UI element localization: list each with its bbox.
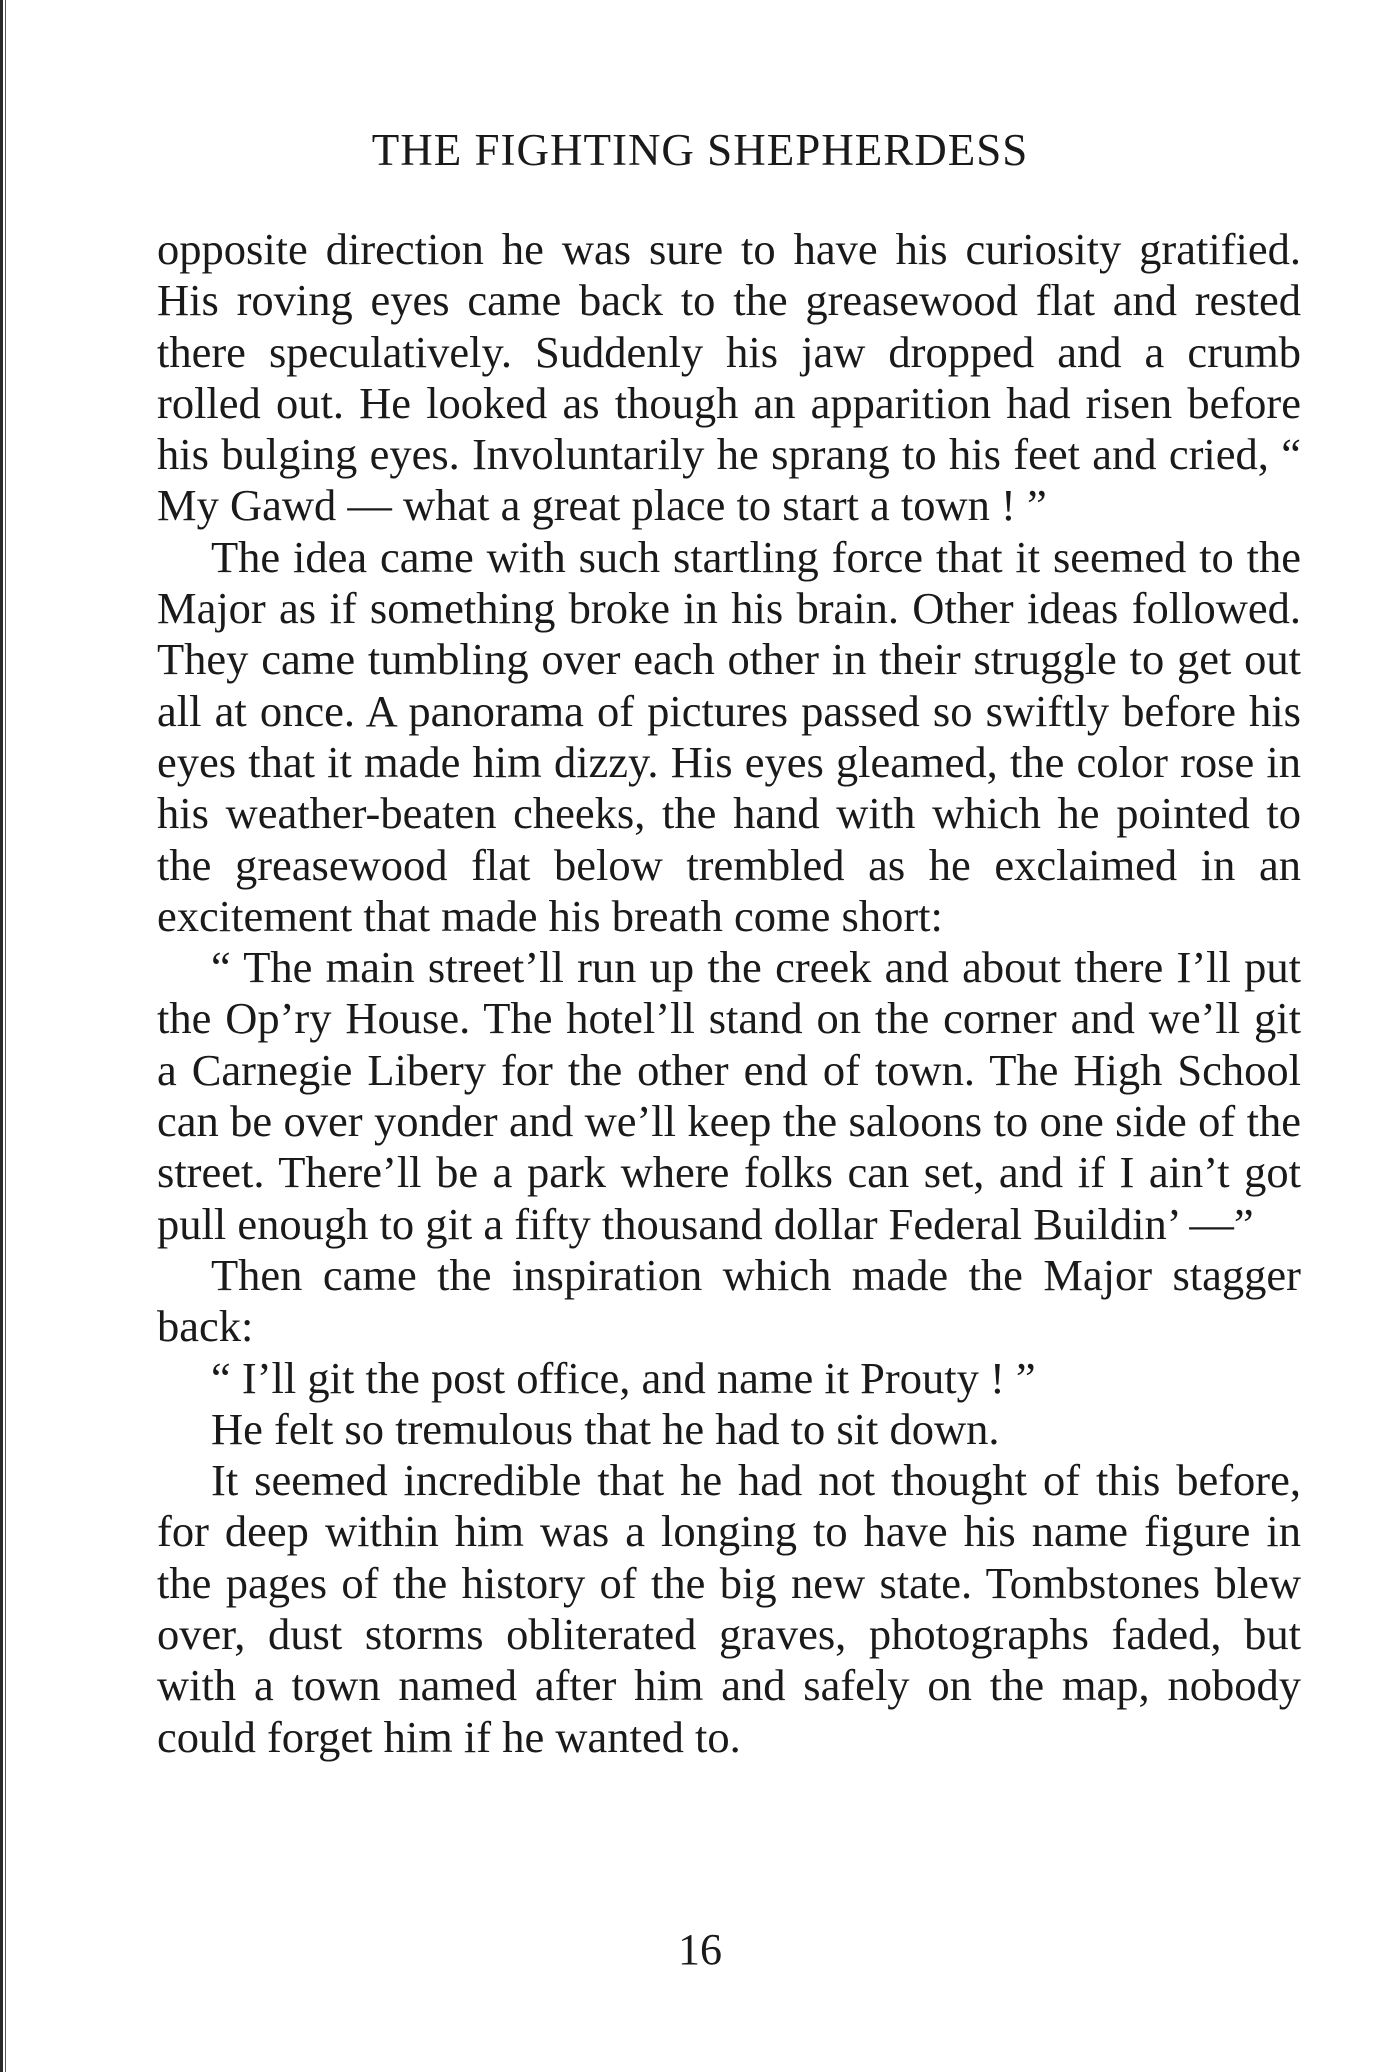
- paragraph-1: opposite direction he was sure to have his curiosity gratified. His roving eyes came back to the greasewood flat and rested there speculatively. Suddenly his jaw dropped and a crumb rolled out. He looked as though an apparition had risen before his bulging eyes. Involuntarily he sprang to his feet and cried, “ My Gawd — what a great place to start a town ! ”: [157, 224, 1301, 531]
- paragraph-2: The idea came with such startling force that it seemed to the Major as if something broke in his brain. Other ideas followed. They came tumbling over each other in their struggle to get out all at once. A panorama of pictures passed so swiftly before his eyes that it made him dizzy. His eyes gleamed, the color rose in his weather-beaten cheeks, the hand with which he pointed to the greasewood flat below trembled as he exclaimed in an excitement that made his breath come short:: [157, 531, 1301, 941]
- paragraph-4: Then came the inspiration which made the Major stagger back:: [157, 1249, 1301, 1352]
- paragraph-7: It seemed incredible that he had not thought of this before, for deep within him was a longing to have his name figure in the pages of the history of the big new state. Tombstones blew over, dust storms obliterated graves, photographs faded, but with a town named after him and safely on the map, nobody could forget him if he wanted to.: [157, 1455, 1301, 1762]
- running-head: THE FIGHTING SHEPHERDESS: [371, 125, 1029, 175]
- page-binding-edge: [0, 0, 12, 2072]
- paragraph-3: “ The main street’ll run up the creek and about there I’ll put the Op’ry House. The hotel’ll stand on the corner and we’ll git a Carnegie Libery for the other end of town. The High School can be over yonder and we’ll keep the saloons to one side of the street. There’ll be a park where folks can set, and if I ain’t got pull enough to git a fifty thousand dollar Federal Buildin’ —”: [157, 942, 1301, 1249]
- body-text: [157, 224, 1301, 1763]
- paragraph-5: “ I’ll git the post office, and name it Prouty ! ”: [211, 1352, 1036, 1403]
- page-number: 16: [678, 1925, 722, 1974]
- paragraph-6: He felt so tremulous that he had to sit down.: [211, 1403, 1000, 1454]
